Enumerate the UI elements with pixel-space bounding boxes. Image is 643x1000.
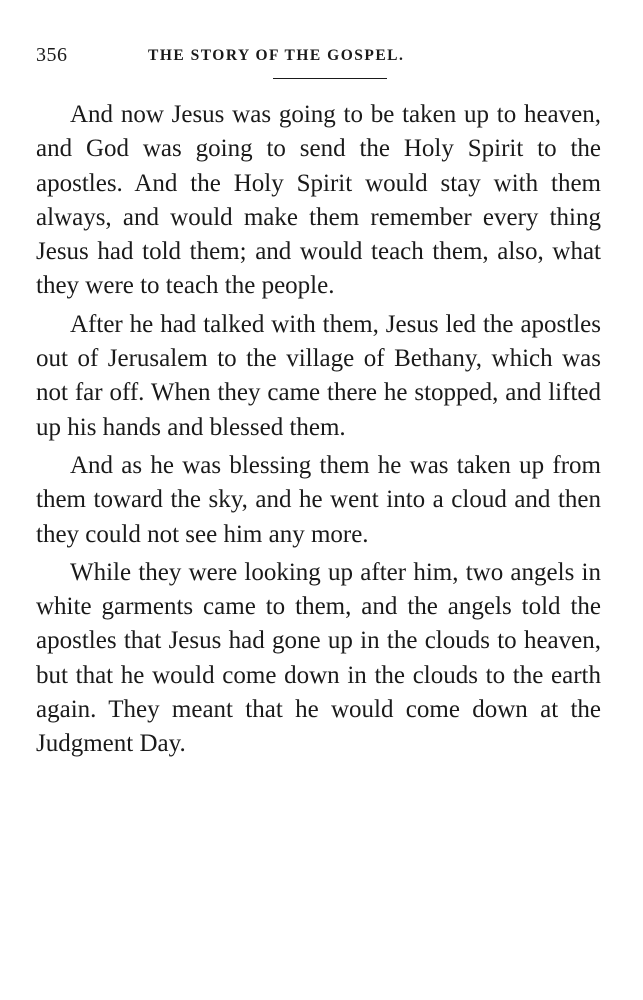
paragraph: And now Jesus was going to be taken up to heaven, and God was going to send the Holy Spirit to the apostles. And the Holy Spirit would stay with them always, and would make them remember every thing Jesus had told them; and would teach them, also, what they were to teach the people. [36,101,601,300]
page-number: 356 [36,44,68,66]
page-header [36,44,596,72]
header-rule [273,78,387,79]
paragraph: After he had talked with them, Jesus led the apostles out of Jerusalem to the village of Bethany, which was not far off. When they came there he stopped, and lifted up his hands and blessed them. [36,310,601,441]
body-text [36,98,601,766]
running-title: THE STORY OF THE GOSPEL. [148,47,405,64]
paragraph: While they were looking up after him, two angels in white garments came to them, and the angels told the apostles that Jesus had gone up in the clouds to heaven, but that he would come down in the clouds to the earth again. They meant that he would come down at the Judgment Day. [36,558,601,758]
paragraph: And as he was blessing them he was taken up from them toward the sky, and he went into a cloud and then they could not see him any more. [36,451,601,548]
